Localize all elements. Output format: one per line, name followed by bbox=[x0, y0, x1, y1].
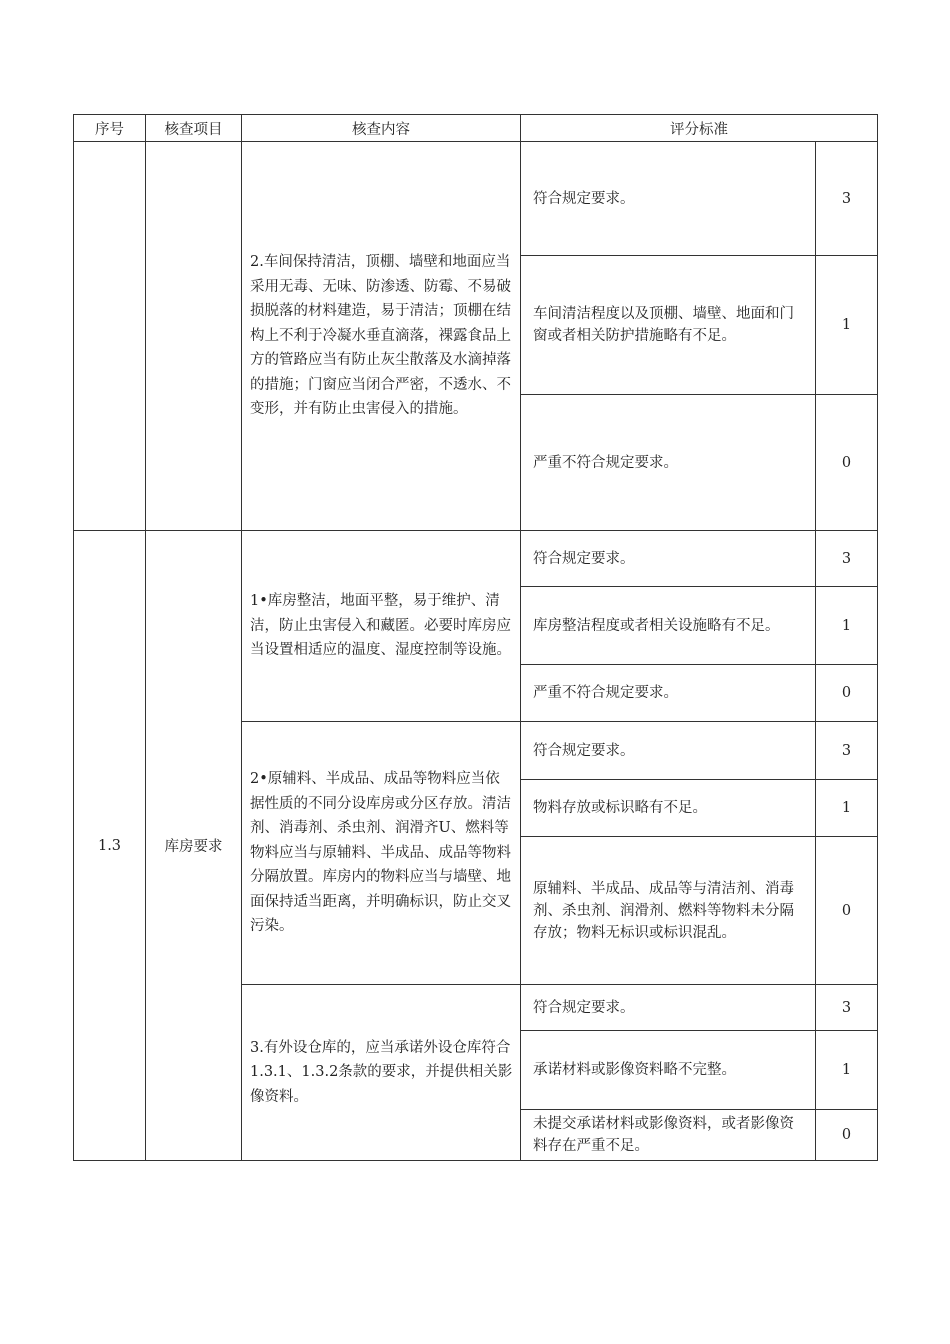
criteria-score: 0 bbox=[816, 1110, 878, 1161]
content-workshop-cleanliness: 2.车间保持清洁，顶棚、墙壁和地面应当采用无毒、无味、防渗透、防霉、不易破损脱落的材料建造，易于清洁；顶棚在结构上不利于冷凝水垂直滴落，裸露食品上方的管路应当有防止灰尘散落及水滴掉落的措施；门窗应当闭合严密，不透水、不变形，并有防止虫害侵入的措施。 bbox=[242, 142, 521, 531]
criteria-score: 3 bbox=[816, 142, 878, 256]
criteria-score: 1 bbox=[816, 780, 878, 837]
criteria-text: 库房整洁程度或者相关设施略有不足。 bbox=[521, 587, 816, 665]
criteria-text: 符合规定要求。 bbox=[521, 985, 816, 1031]
table-header-row bbox=[74, 115, 878, 142]
table-row bbox=[74, 531, 878, 587]
header-item: 核查项目 bbox=[146, 115, 242, 142]
content-external-warehouse: 3.有外设仓库的，应当承诺外设仓库符合1.3.1、1.3.2条款的要求，并提供相关影像资料。 bbox=[242, 985, 521, 1161]
criteria-text: 车间清洁程度以及顶棚、墙壁、地面和门窗或者相关防护措施略有不足。 bbox=[521, 256, 816, 395]
criteria-text: 符合规定要求。 bbox=[521, 722, 816, 780]
criteria-score: 1 bbox=[816, 256, 878, 395]
content-material-storage: 2•原辅料、半成品、成品等物料应当依据性质的不同分设库房或分区存放。清洁剂、消毒剂、杀虫剂、润滑齐U、燃料等物料应当与原辅料、半成品、成品等物料分隔放置。库房内的物料应当与墙壁、地面保持适当距离，并明确标识，防止交叉污染。 bbox=[242, 722, 521, 985]
criteria-text: 物料存放或标识略有不足。 bbox=[521, 780, 816, 837]
content-warehouse-clean: 1•库房整洁，地面平整，易于维护、清洁，防止虫害侵入和藏匿。必要时库房应当设置相适应的温度、湿度控制等设施。 bbox=[242, 531, 521, 722]
criteria-text: 符合规定要求。 bbox=[521, 531, 816, 587]
inspection-table bbox=[73, 114, 878, 1161]
criteria-text: 严重不符合规定要求。 bbox=[521, 395, 816, 531]
section-number: 1.3 bbox=[74, 531, 146, 1161]
criteria-score: 1 bbox=[816, 1031, 878, 1110]
criteria-text: 原辅料、半成品、成品等与清洁剂、消毒剂、杀虫剂、润滑剂、燃料等物料未分隔存放；物料无标识或标识混乱。 bbox=[521, 837, 816, 985]
cell-item-empty bbox=[146, 142, 242, 531]
table-row bbox=[74, 142, 878, 256]
header-criteria: 评分标准 bbox=[521, 115, 878, 142]
criteria-score: 3 bbox=[816, 722, 878, 780]
header-content: 核查内容 bbox=[242, 115, 521, 142]
criteria-text: 未提交承诺材料或影像资料，或者影像资料存在严重不足。 bbox=[521, 1110, 816, 1161]
criteria-score: 3 bbox=[816, 531, 878, 587]
cell-no-empty bbox=[74, 142, 146, 531]
criteria-score: 3 bbox=[816, 985, 878, 1031]
criteria-score: 0 bbox=[816, 665, 878, 722]
criteria-text: 承诺材料或影像资料略不完整。 bbox=[521, 1031, 816, 1110]
criteria-score: 1 bbox=[816, 587, 878, 665]
criteria-text: 符合规定要求。 bbox=[521, 142, 816, 256]
section-item: 库房要求 bbox=[146, 531, 242, 1161]
criteria-text: 严重不符合规定要求。 bbox=[521, 665, 816, 722]
criteria-score: 0 bbox=[816, 837, 878, 985]
criteria-score: 0 bbox=[816, 395, 878, 531]
header-no: 序号 bbox=[74, 115, 146, 142]
